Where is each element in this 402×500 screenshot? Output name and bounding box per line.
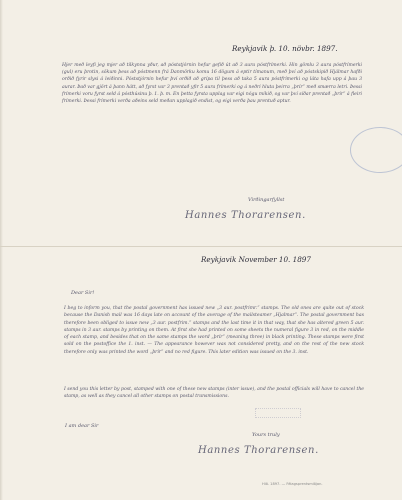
icelandic-dateline: Reykjavik þ. 10. növbr. 1897. — [232, 44, 338, 53]
english-body: I beg to inform you, that the postal government has issued new „3 aur. postfrimr.“ stamps. The old ones are quite out of stock because the Danish mail was 16 days late on account of the average of the mailsteamer „Hjalmar“. The postal government has therefore been obliged to issue new „3 aur. postfrim.“ stamps and the last time it in that way, that she has altered green 5 aur. stamps in 3 aur. stamps by printing on them. At first she had printed on some sheets the numeral figure 3 in red, on the middle of each stamp, and besides that on the same stamps the word „þrír“ (meaning three) in black printing. These stamps were first sold on the postoffice the 1. inst. — The appearance however was not considered pretty, and on the rest of the new stock therefore only was printed the word „þrír“ and no red figure. This later edition was issued on the 3. inst. — [64, 306, 364, 355]
english-dateline: Reykjavik November 10. 1897 — [201, 255, 311, 264]
icelandic-signature: Hannes Thorarensen. — [185, 210, 306, 221]
english-salutation: Dear Sir! — [71, 290, 95, 296]
page-fold-line — [0, 246, 402, 247]
icelandic-closing: Virðingarfyllst — [248, 197, 285, 203]
faint-handwritten-mark — [255, 408, 301, 418]
english-i-am: I am dear Sir — [65, 423, 99, 429]
icelandic-body: Hjer með leyfi jeg mjer að tilkynna yður, að póststjórnin hefur gefið út að 3 aura póstfrímerki. Hin gömlu 3 aura póstfrímerki (gul) eru þrotin, sökum þess að póstmenn frá Danmörku komu 16 dögum á eptir tímanum, með því að póstskipið Hjálmar hafði orðið fyrir slysi á leiðinni. Póststjórnin hefur því orðið að grípa til þess að taka 5 aura póstfrímerki og láta hafa upp á þau 3 aurar. Það var gjört á þann hátt, að fyrst var 3 prentað yfir 5 aura frímerki og á neðri hluta þeirra „þrír“ með smærra letri. Þessi frímerki voru fyrst seld á pósthúsinu þ. 1. þ. m. En þetta fyrsta upplag var eigi nógu mikið, og var því síðar prentað „þrír“ á fleiri frímerki. Þessi frímerki verða aðeins seld meðan upplagið endist, og eigi verða þau prentuð aptur. — [62, 63, 362, 105]
postmark-stamp-image — [350, 127, 402, 173]
english-closing: Yours truly — [252, 432, 280, 438]
english-body-second-paragraph: I send you this letter by post, stamped with one of these new stamps (inter issue), and the postal officials will have to cancel the stamp, as well as they cancel all other stamps on postal transmissions. — [64, 387, 364, 400]
english-signature: Hannes Thorarensen. — [198, 445, 319, 456]
page-edge-shadow — [0, 0, 3, 500]
printer-footer: Hið. 1897. — Félagsprentsmiðjan. — [262, 482, 323, 486]
